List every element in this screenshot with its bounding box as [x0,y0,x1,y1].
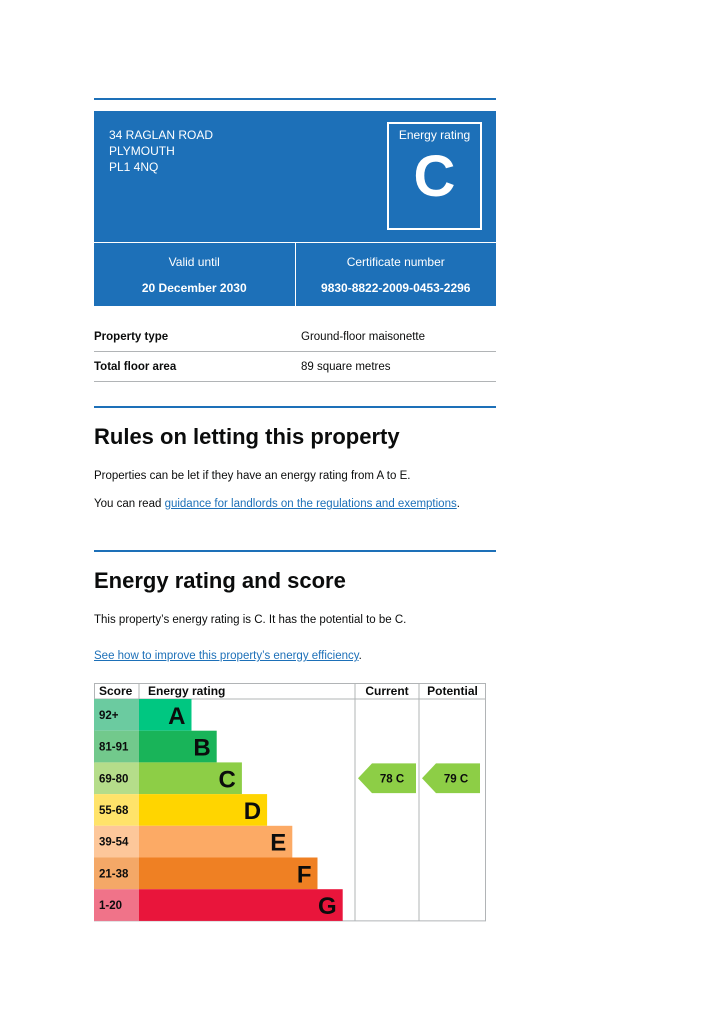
score-range-d: 55-68 [99,804,129,817]
energy-rating-header: Energy rating [148,684,226,698]
summary-row-property-type [94,322,496,352]
band-letter-d: D [243,797,262,825]
property-address [109,127,213,175]
summary-row-floor-area [94,352,496,382]
score-range-g: 1-20 [99,900,123,913]
current-header: Current [365,684,409,698]
certificate-number-cell [295,243,497,307]
certificate-summary-card [94,111,496,306]
certificate-number-value: 9830-8822-2009-0453-2296 [321,281,471,295]
address-line-3: PL1 4NQ [109,160,159,174]
address-line-1: 34 RAGLAN ROAD [109,128,214,142]
energy-rating-label: Energy rating [398,128,471,142]
property-summary-list [94,322,496,382]
score-range-c: 69-80 [99,773,129,786]
score-range-a: 92+ [99,709,119,722]
energy-rating-chart [94,683,487,923]
landlord-guidance-link[interactable]: guidance for landlords on the regulations and exemptions [164,498,457,510]
band-letter-g: G [318,893,337,921]
score-range-e: 39-54 [99,836,129,849]
guidance-suffix: . [456,498,460,510]
property-type-value: Ground-floor maisonette [301,330,426,343]
guidance-prefix: You can read [94,498,165,510]
section-rule-letting [94,406,496,408]
certificate-details [94,242,496,307]
band-letter-a: A [168,702,186,730]
score-range-f: 21-38 [99,868,129,881]
top-rule [94,98,496,100]
energy-heading: Energy rating and score [94,568,346,593]
valid-until-value: 20 December 2030 [141,281,247,295]
band-letter-f: F [296,861,312,889]
band-letter-b: B [193,734,211,762]
floor-area-value: 89 square metres [301,360,391,373]
address-line-2: PLYMOUTH [109,144,175,158]
energy-rating-box [387,122,482,230]
potential-header: Potential [427,684,478,698]
floor-area-key: Total floor area [94,360,177,373]
improve-suffix: . [358,650,362,662]
improve-paragraph [94,650,362,662]
improve-efficiency-link[interactable]: See how to improve this property’s energy efficiency [94,650,359,662]
score-header: Score [99,684,133,698]
property-type-key: Property type [94,330,169,343]
energy-paragraph: This property’s energy rating is C. It has the potential to be C. [94,614,407,626]
letting-paragraph: Properties can be let if they have an energy rating from A to E. [94,470,411,482]
band-letter-e: E [270,829,287,857]
band-bar-g [139,889,343,921]
potential-score-label: 79 C [443,773,469,786]
certificate-number-label: Certificate number [346,255,445,269]
section-rule-energy [94,550,496,552]
valid-until-cell [94,243,295,307]
score-range-b: 81-91 [99,741,129,754]
letting-guidance-paragraph [94,498,460,510]
current-score-label: 78 C [379,773,405,786]
energy-rating-letter: C [413,144,456,209]
letting-heading: Rules on letting this property [94,424,400,449]
band-bar-f [139,858,318,890]
band-letter-c: C [218,766,236,794]
valid-until-label: Valid until [168,255,220,269]
